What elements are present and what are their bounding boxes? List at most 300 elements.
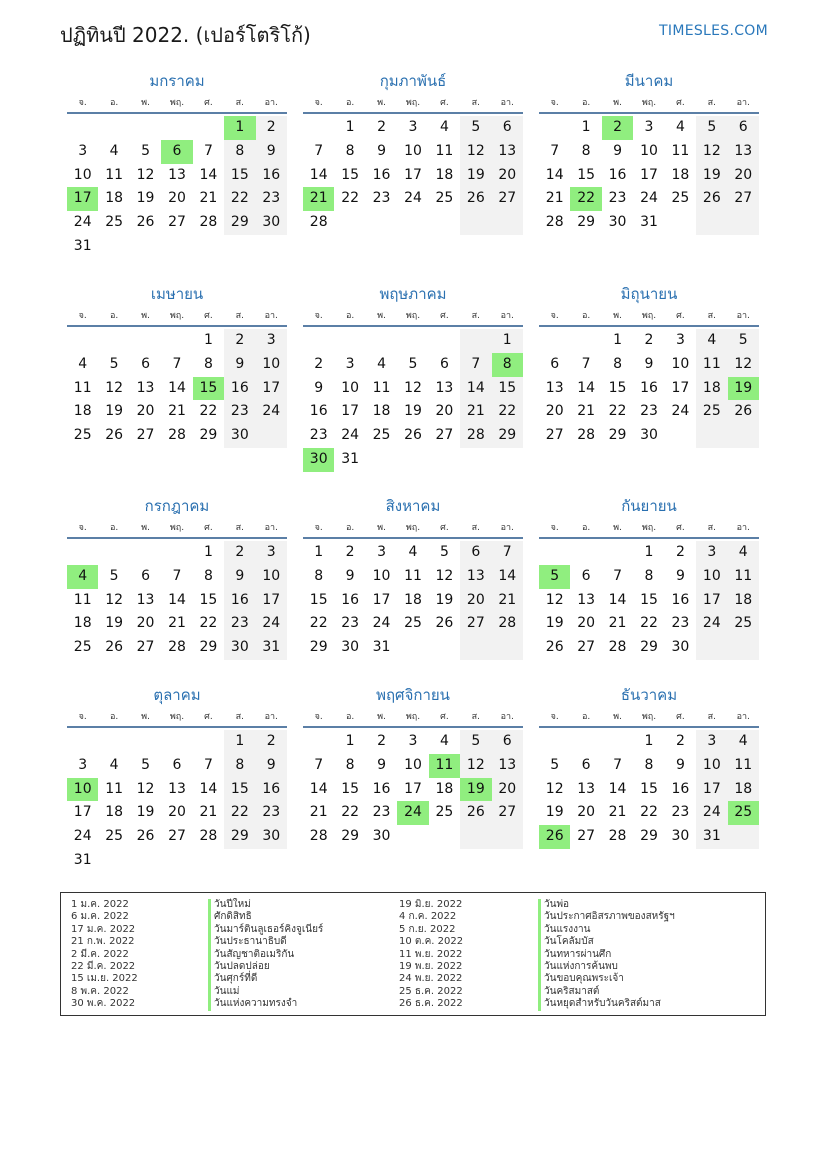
month-block	[67, 682, 287, 873]
day-cell: 21	[577, 403, 596, 420]
day-cell: 31	[696, 825, 727, 849]
day-cell: 8	[203, 567, 213, 584]
month-block	[303, 493, 523, 660]
day-cell: 27	[492, 187, 523, 211]
weekday-label: พ.	[613, 311, 622, 321]
site-link[interactable]: TIMESLES.COM	[659, 23, 768, 39]
day-cell: 16	[372, 166, 391, 183]
day-cell: 17	[696, 778, 727, 802]
empty-day-cell	[539, 541, 570, 565]
day-cell: 17	[73, 804, 92, 821]
weekday-label: จ.	[314, 712, 323, 722]
day-cell: 14	[460, 377, 491, 401]
day-cell: 2	[345, 544, 355, 560]
weekday-label: ศ.	[440, 311, 449, 321]
day-cell: 28	[608, 828, 627, 845]
empty-day-cell	[570, 329, 601, 353]
weekday-label: จ.	[550, 712, 559, 722]
day-cell: 29	[341, 828, 360, 845]
day-cell: 26	[435, 615, 454, 632]
day-cell: 19	[105, 615, 124, 632]
holiday-day-cell: 4	[67, 565, 98, 589]
days-grid	[303, 730, 523, 849]
empty-day-cell	[429, 448, 460, 472]
days-grid	[539, 541, 759, 660]
day-cell: 28	[168, 427, 186, 444]
days-grid	[539, 329, 759, 448]
month-block	[303, 682, 523, 849]
weekday-label: อา.	[736, 523, 750, 533]
empty-day-cell	[602, 541, 633, 565]
weekday-label: อ.	[345, 98, 355, 108]
day-cell: 26	[460, 187, 491, 211]
day-cell: 23	[372, 190, 391, 207]
day-cell: 25	[435, 804, 454, 821]
legend-holiday-name: วันประกาศอิสรภาพของสหรัฐฯ	[538, 911, 675, 923]
empty-day-cell	[161, 235, 192, 259]
legend-holiday-date: 21 ก.พ. 2022	[71, 936, 135, 948]
day-cell: 22	[309, 615, 328, 632]
day-cell: 28	[545, 214, 564, 231]
weekday-label: ส.	[471, 311, 480, 321]
legend-holiday-date: 17 ม.ค. 2022	[71, 923, 136, 935]
weekday-label: อา.	[736, 311, 750, 321]
day-cell: 6	[728, 116, 759, 140]
empty-day-cell	[98, 541, 129, 565]
day-cell: 25	[696, 400, 727, 424]
day-cell: 1	[314, 544, 324, 560]
weekday-label: พฤ.	[405, 98, 421, 108]
day-cell: 17	[341, 403, 360, 420]
day-cell: 27	[136, 427, 155, 444]
holiday-day-cell: 5	[539, 565, 570, 589]
day-cell: 20	[492, 164, 523, 188]
day-cell: 5	[460, 116, 491, 140]
empty-day-cell	[161, 730, 192, 754]
weekday-label: ส.	[235, 98, 244, 108]
day-cell: 25	[73, 639, 92, 656]
legend-holiday-name: วันคริสมาสต์	[538, 986, 675, 998]
day-cell: 31	[73, 237, 92, 254]
day-cell: 3	[256, 329, 287, 353]
weekday-label: อ.	[581, 523, 591, 533]
day-cell: 12	[105, 379, 124, 396]
day-cell: 14	[168, 379, 186, 396]
day-cell: 6	[492, 116, 523, 140]
day-cell: 26	[105, 639, 124, 656]
month-block	[303, 68, 523, 235]
day-cell: 4	[439, 119, 449, 135]
day-cell: 18	[728, 778, 759, 802]
day-cell: 14	[545, 166, 564, 183]
empty-day-cell	[193, 730, 224, 754]
empty-day-cell	[696, 424, 727, 448]
weekday-label: อ.	[345, 311, 355, 321]
day-cell: 13	[492, 140, 523, 164]
day-cell: 18	[372, 403, 391, 420]
day-cell: 29	[608, 427, 627, 444]
legend-holiday-date: 11 พ.ย. 2022	[399, 948, 463, 960]
day-cell: 26	[136, 828, 155, 845]
legend-dates-left	[71, 899, 138, 1011]
day-cell: 14	[577, 379, 596, 396]
day-cell: 3	[696, 730, 727, 754]
empty-day-cell	[130, 116, 161, 140]
weekday-label: ส.	[235, 712, 244, 722]
day-cell: 29	[224, 825, 255, 849]
weekday-label: พฤ.	[641, 98, 657, 108]
day-cell: 11	[671, 142, 690, 159]
day-cell: 15	[608, 379, 627, 396]
day-cell: 26	[460, 801, 491, 825]
day-cell: 12	[696, 140, 727, 164]
day-cell: 12	[460, 754, 491, 778]
empty-day-cell	[366, 211, 397, 235]
weekday-label: อ.	[109, 712, 119, 722]
day-cell: 23	[372, 804, 391, 821]
empty-day-cell	[98, 329, 129, 353]
day-cell: 23	[256, 187, 287, 211]
day-cell: 21	[460, 400, 491, 424]
month-block	[539, 281, 759, 448]
weekday-label: อา.	[264, 311, 278, 321]
day-cell: 26	[105, 427, 124, 444]
weekday-label: จ.	[550, 311, 559, 321]
day-cell: 14	[492, 565, 523, 589]
weekday-header	[539, 708, 759, 728]
weekday-label: ศ.	[204, 523, 213, 533]
weekday-label: จ.	[314, 311, 323, 321]
legend-names-right	[538, 899, 675, 1011]
day-cell: 18	[404, 591, 422, 608]
weekday-label: พ.	[377, 98, 386, 108]
day-cell: 15	[640, 780, 658, 797]
day-cell: 3	[78, 142, 88, 159]
day-cell: 13	[728, 140, 759, 164]
day-cell: 13	[168, 166, 186, 183]
legend-holiday-date: 10 ต.ค. 2022	[399, 936, 464, 948]
day-cell: 25	[105, 214, 124, 231]
day-cell: 15	[309, 591, 328, 608]
day-cell: 5	[439, 544, 449, 560]
day-cell: 10	[256, 565, 287, 589]
day-cell: 25	[73, 427, 92, 444]
day-cell: 26	[404, 427, 422, 444]
day-cell: 13	[136, 379, 155, 396]
day-cell: 13	[577, 780, 596, 797]
day-cell: 29	[577, 214, 596, 231]
month-name: มีนาคม	[624, 72, 674, 90]
day-cell: 4	[439, 733, 449, 749]
weekday-header	[303, 708, 523, 728]
day-cell: 20	[136, 403, 155, 420]
day-cell: 22	[640, 804, 658, 821]
day-cell: 16	[256, 778, 287, 802]
day-cell: 28	[199, 214, 218, 231]
holiday-day-cell: 19	[728, 377, 759, 401]
weekday-label: อา.	[500, 98, 514, 108]
empty-day-cell	[397, 825, 428, 849]
weekday-label: พฤ.	[169, 311, 185, 321]
day-cell: 14	[199, 166, 218, 183]
day-cell: 11	[696, 353, 727, 377]
day-cell: 19	[136, 190, 155, 207]
day-cell: 17	[404, 166, 422, 183]
day-cell: 8	[224, 754, 255, 778]
weekday-label: อ.	[581, 98, 591, 108]
day-cell: 12	[460, 140, 491, 164]
empty-day-cell	[67, 329, 98, 353]
weekday-label: ศ.	[204, 98, 213, 108]
day-cell: 14	[199, 780, 218, 797]
weekday-label: พ.	[613, 98, 622, 108]
day-cell: 13	[460, 565, 491, 589]
day-cell: 15	[224, 164, 255, 188]
legend-holiday-date: 26 ธ.ค. 2022	[399, 998, 463, 1010]
day-cell: 21	[545, 190, 564, 207]
weekday-label: พฤ.	[169, 98, 185, 108]
day-cell: 23	[608, 190, 627, 207]
day-cell: 11	[73, 591, 92, 608]
day-cell: 12	[435, 567, 454, 584]
weekday-label: จ.	[78, 98, 87, 108]
legend-holiday-date: 22 มี.ค. 2022	[71, 960, 136, 972]
day-cell: 21	[168, 615, 186, 632]
weekday-label: อา.	[264, 523, 278, 533]
holiday-day-cell: 6	[161, 140, 192, 164]
day-cell: 22	[224, 801, 255, 825]
empty-day-cell	[492, 448, 523, 472]
empty-day-cell	[67, 116, 98, 140]
day-cell: 24	[696, 612, 727, 636]
weekday-label: พฤ.	[169, 712, 185, 722]
day-cell: 5	[408, 355, 418, 372]
day-cell: 7	[613, 756, 623, 773]
day-cell: 22	[341, 190, 360, 207]
day-cell: 15	[341, 780, 360, 797]
day-cell: 1	[203, 332, 213, 348]
day-cell: 23	[640, 403, 658, 420]
day-cell: 29	[309, 639, 328, 656]
day-cell: 16	[372, 780, 391, 797]
empty-day-cell	[570, 541, 601, 565]
empty-day-cell	[429, 211, 460, 235]
legend-holiday-name: วันแห่งการค้นพบ	[538, 961, 675, 973]
day-cell: 2	[314, 355, 324, 372]
day-cell: 9	[314, 379, 324, 396]
day-cell: 21	[608, 615, 627, 632]
day-cell: 31	[341, 450, 360, 467]
weekday-label: พฤ.	[405, 523, 421, 533]
day-cell: 13	[492, 754, 523, 778]
legend-holiday-name: วันโคลัมบัส	[538, 936, 675, 948]
day-cell: 10	[696, 565, 727, 589]
legend-holiday-date: 30 พ.ค. 2022	[71, 998, 136, 1010]
empty-day-cell	[397, 329, 428, 353]
day-cell: 1	[644, 733, 654, 749]
day-cell: 21	[608, 804, 627, 821]
day-cell: 24	[341, 427, 360, 444]
day-cell: 9	[377, 756, 387, 773]
day-cell: 6	[460, 541, 491, 565]
legend-holiday-name: วันแรงงาน	[538, 924, 675, 936]
weekday-label: ศ.	[440, 523, 449, 533]
day-cell: 20	[545, 403, 564, 420]
day-cell: 2	[256, 730, 287, 754]
month-block	[303, 281, 523, 472]
day-cell: 26	[728, 400, 759, 424]
day-cell: 4	[728, 730, 759, 754]
holiday-day-cell: 25	[728, 801, 759, 825]
day-cell: 13	[435, 379, 454, 396]
day-cell: 25	[372, 427, 391, 444]
day-cell: 3	[345, 355, 355, 372]
day-cell: 23	[671, 615, 690, 632]
legend-holiday-date: 19 มิ.ย. 2022	[399, 899, 463, 910]
day-cell: 22	[199, 615, 218, 632]
month-block	[67, 281, 287, 448]
day-cell: 4	[408, 544, 418, 560]
day-cell: 15	[199, 591, 218, 608]
days-grid	[539, 116, 759, 235]
legend-holiday-name: วันประธานาธิบดี	[208, 936, 323, 948]
day-cell: 7	[550, 142, 560, 159]
day-cell: 18	[73, 615, 92, 632]
day-cell: 4	[696, 329, 727, 353]
day-cell: 4	[728, 541, 759, 565]
day-cell: 7	[460, 353, 491, 377]
empty-day-cell	[665, 424, 696, 448]
weekday-label: อ.	[581, 712, 591, 722]
day-cell: 22	[608, 403, 627, 420]
day-cell: 28	[199, 828, 218, 845]
day-cell: 27	[492, 801, 523, 825]
day-cell: 4	[109, 756, 119, 773]
day-cell: 4	[109, 142, 119, 159]
day-cell: 18	[728, 589, 759, 613]
weekday-label: ส.	[707, 311, 716, 321]
weekday-label: ส.	[471, 712, 480, 722]
day-cell: 25	[435, 190, 454, 207]
month-name: กันยายน	[621, 497, 677, 515]
day-cell: 6	[581, 756, 591, 773]
legend-holiday-date: 2 มี.ค. 2022	[71, 948, 129, 960]
empty-day-cell	[429, 636, 460, 660]
day-cell: 9	[256, 754, 287, 778]
day-cell: 12	[136, 166, 155, 183]
day-cell: 30	[224, 424, 255, 448]
weekday-label: พฤ.	[641, 311, 657, 321]
day-cell: 8	[644, 567, 654, 584]
day-cell: 4	[78, 355, 88, 372]
day-cell: 26	[696, 187, 727, 211]
day-cell: 29	[224, 211, 255, 235]
day-cell: 8	[224, 140, 255, 164]
legend-holiday-date: 15 เม.ย. 2022	[71, 973, 138, 985]
weekday-label: จ.	[78, 523, 87, 533]
day-cell: 23	[256, 801, 287, 825]
day-cell: 18	[73, 403, 92, 420]
day-cell: 6	[439, 355, 449, 372]
weekday-label: พ.	[377, 311, 386, 321]
legend-holiday-date: 5 ก.ย. 2022	[399, 923, 456, 935]
empty-day-cell	[492, 825, 523, 849]
weekday-label: ส.	[707, 712, 716, 722]
empty-day-cell	[98, 116, 129, 140]
legend-holiday-date: 4 ก.ค. 2022	[399, 911, 457, 923]
empty-day-cell	[397, 448, 428, 472]
day-cell: 30	[640, 427, 658, 444]
day-cell: 2	[224, 329, 255, 353]
empty-day-cell	[570, 730, 601, 754]
empty-day-cell	[366, 448, 397, 472]
day-cell: 26	[136, 214, 155, 231]
day-cell: 1	[345, 119, 355, 135]
day-cell: 7	[581, 355, 591, 372]
day-cell: 28	[460, 424, 491, 448]
weekday-label: พ.	[613, 712, 622, 722]
day-cell: 16	[256, 164, 287, 188]
empty-day-cell	[665, 211, 696, 235]
empty-day-cell	[224, 235, 255, 259]
day-cell: 6	[172, 756, 182, 773]
legend-holiday-name: วันแห่งความทรงจำ	[208, 998, 323, 1010]
day-cell: 24	[671, 403, 690, 420]
day-cell: 31	[256, 636, 287, 660]
day-cell: 31	[73, 851, 92, 868]
legend-holiday-name: วันพ่อ	[538, 899, 675, 911]
day-cell: 9	[377, 142, 387, 159]
day-cell: 23	[309, 427, 328, 444]
day-cell: 12	[545, 591, 564, 608]
weekday-header	[539, 519, 759, 539]
day-cell: 21	[492, 589, 523, 613]
day-cell: 2	[377, 119, 387, 135]
day-cell: 6	[581, 567, 591, 584]
empty-day-cell	[303, 329, 334, 353]
day-cell: 25	[105, 828, 124, 845]
empty-day-cell	[130, 541, 161, 565]
empty-day-cell	[728, 211, 759, 235]
day-cell: 31	[372, 639, 391, 656]
weekday-label: พฤ.	[641, 712, 657, 722]
day-cell: 18	[696, 377, 727, 401]
empty-day-cell	[602, 730, 633, 754]
empty-day-cell	[256, 849, 287, 873]
empty-day-cell	[161, 541, 192, 565]
legend-holiday-name: วันมาร์ตินลูเธอร์คิงจูเนียร์	[208, 924, 323, 936]
month-block	[67, 68, 287, 259]
empty-day-cell	[130, 235, 161, 259]
empty-day-cell	[539, 116, 570, 140]
day-cell: 20	[577, 804, 596, 821]
day-cell: 20	[460, 589, 491, 613]
day-cell: 17	[404, 780, 422, 797]
day-cell: 10	[696, 754, 727, 778]
day-cell: 7	[203, 142, 213, 159]
weekday-label: อ.	[109, 311, 119, 321]
day-cell: 29	[640, 639, 658, 656]
day-cell: 1	[644, 544, 654, 560]
day-cell: 1	[203, 544, 213, 560]
day-cell: 28	[577, 427, 596, 444]
day-cell: 10	[404, 756, 422, 773]
empty-day-cell	[728, 636, 759, 660]
legend-holiday-date: 25 ธ.ค. 2022	[399, 985, 463, 997]
weekday-header	[67, 307, 287, 327]
day-cell: 9	[224, 565, 255, 589]
day-cell: 30	[224, 636, 255, 660]
